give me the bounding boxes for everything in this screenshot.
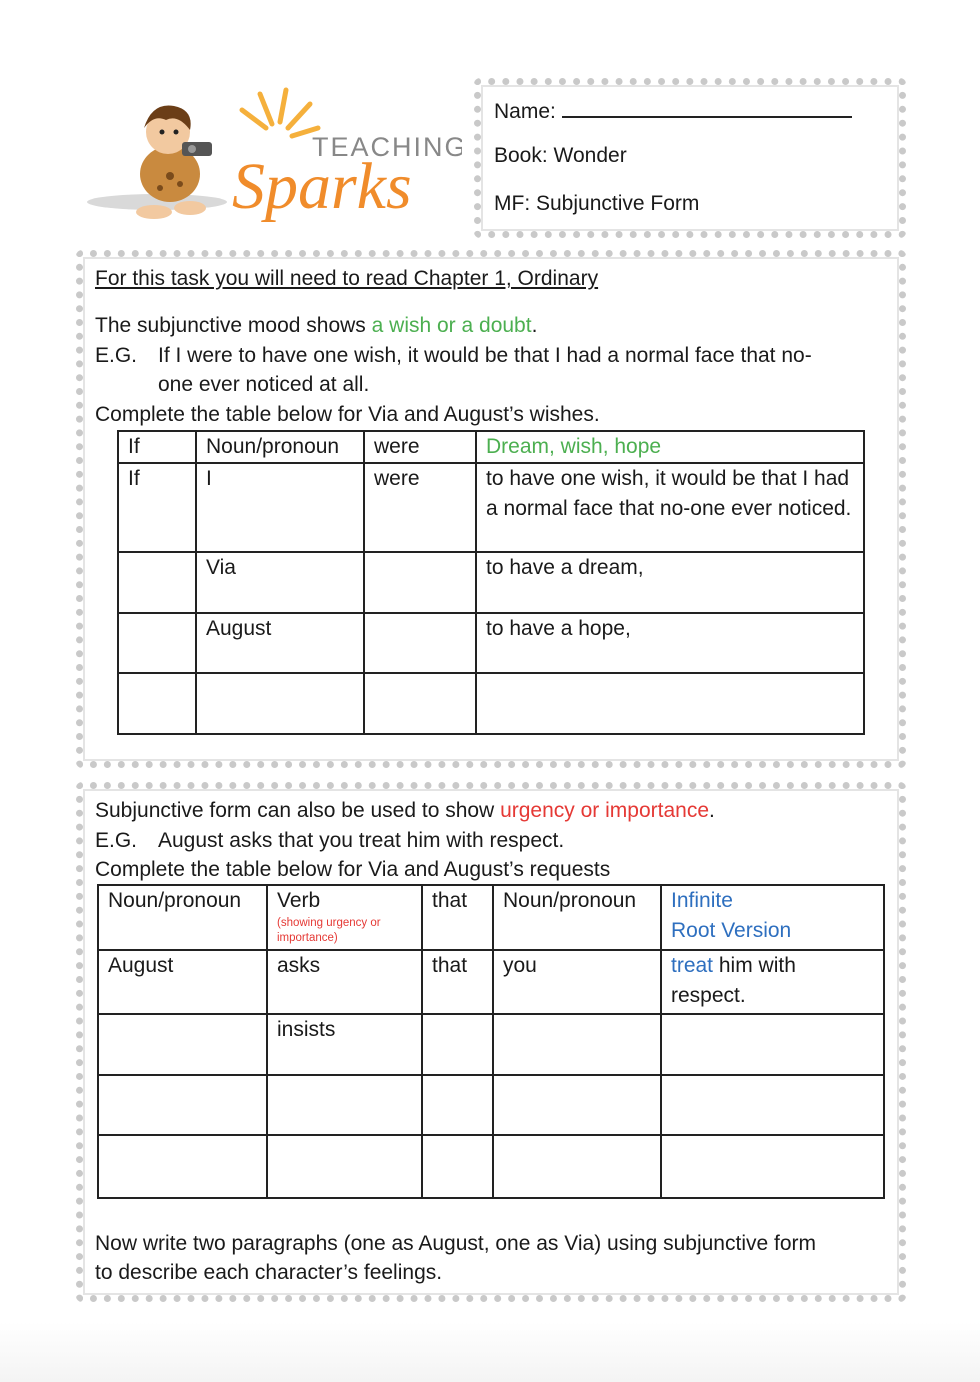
example-label-2: E.G.	[95, 829, 138, 852]
input-cell[interactable]	[118, 673, 196, 734]
input-cell[interactable]	[661, 1135, 884, 1198]
requests-table	[97, 884, 885, 1199]
input-cell[interactable]	[364, 673, 476, 734]
svg-text:Sparks: Sparks	[232, 150, 412, 223]
requests-instruction: Complete the table below for Via and August’s requests	[95, 858, 611, 881]
task-instruction: For this task you will need to read Chapter 1, Ordinary	[95, 267, 599, 290]
example-line-2: one ever noticed at all.	[158, 373, 370, 396]
example-line-1: If I were to have one wish, it would be that I had a normal face that no-	[158, 344, 812, 367]
input-cell[interactable]	[118, 552, 196, 613]
header-noun-1: Noun/pronoun	[98, 885, 267, 950]
cell: August	[196, 613, 364, 673]
svg-text:TEACHING: TEACHING	[312, 132, 462, 162]
header-noun: Noun/pronoun	[196, 431, 364, 463]
cell: insists	[267, 1014, 422, 1075]
cell: treat him with respect.	[661, 950, 884, 1014]
wishes-instruction: Complete the table below for Via and August’s wishes.	[95, 403, 600, 426]
input-cell[interactable]	[422, 1014, 493, 1075]
header-verb: Verb (showing urgency or importance)	[267, 885, 422, 950]
cell: August	[98, 950, 267, 1014]
book-title: Book: Wonder	[494, 144, 627, 167]
input-cell[interactable]	[196, 673, 364, 734]
name-label: Name:	[494, 100, 556, 123]
page-bottom-shade	[0, 1322, 980, 1382]
name-row	[494, 94, 852, 127]
header-were: were	[364, 431, 476, 463]
example-label-1: E.G.	[95, 344, 138, 367]
cell: that	[422, 950, 493, 1014]
teaching-sparks-logo	[82, 84, 462, 234]
name-input-line[interactable]	[562, 94, 852, 118]
example-text-2: August asks that you treat him with respect.	[158, 829, 565, 852]
cell: to have a hope,	[476, 613, 864, 673]
input-cell[interactable]	[267, 1135, 422, 1198]
input-cell[interactable]	[493, 1014, 661, 1075]
input-cell[interactable]	[364, 613, 476, 673]
final-instruction-2: to describe each character’s feelings.	[95, 1261, 443, 1284]
input-cell[interactable]	[118, 613, 196, 673]
input-cell[interactable]	[98, 1014, 267, 1075]
input-cell[interactable]	[422, 1135, 493, 1198]
cell: I	[196, 463, 364, 552]
header-infinite: Infinite Root Version	[661, 885, 884, 950]
final-instruction-1: Now write two paragraphs (one as August, one as Via) using subjunctive form	[95, 1232, 816, 1255]
header-that: that	[422, 885, 493, 950]
logo-graphic	[82, 84, 462, 234]
cell: Via	[196, 552, 364, 613]
input-cell[interactable]	[98, 1075, 267, 1135]
input-cell[interactable]	[661, 1075, 884, 1135]
cell: to have a dream,	[476, 552, 864, 613]
wishes-table	[117, 430, 865, 735]
input-cell[interactable]	[661, 1014, 884, 1075]
cell: asks	[267, 950, 422, 1014]
input-cell[interactable]	[422, 1075, 493, 1135]
mf-subtitle: MF: Subjunctive Form	[494, 192, 700, 215]
cell: to have one wish, it would be that I had a normal face that no-one ever noticed.	[476, 463, 864, 552]
urgency-intro: Subjunctive form can also be used to show urgency or importance.	[95, 799, 715, 822]
header-noun-2: Noun/pronoun	[493, 885, 661, 950]
input-cell[interactable]	[493, 1075, 661, 1135]
input-cell[interactable]	[364, 552, 476, 613]
input-cell[interactable]	[493, 1135, 661, 1198]
header-dream: Dream, wish, hope	[476, 431, 864, 463]
cell: If	[118, 463, 196, 552]
subjunctive-intro: The subjunctive mood shows a wish or a doubt.	[95, 314, 538, 337]
header-if: If	[118, 431, 196, 463]
verb-note: (showing urgency or importance)	[277, 917, 381, 944]
cell: you	[493, 950, 661, 1014]
wish-doubt-highlight: a wish or a doubt	[371, 314, 532, 337]
input-cell[interactable]	[267, 1075, 422, 1135]
cell: were	[364, 463, 476, 552]
urgency-highlight: urgency or importance	[500, 799, 709, 822]
input-cell[interactable]	[98, 1135, 267, 1198]
input-cell[interactable]	[476, 673, 864, 734]
